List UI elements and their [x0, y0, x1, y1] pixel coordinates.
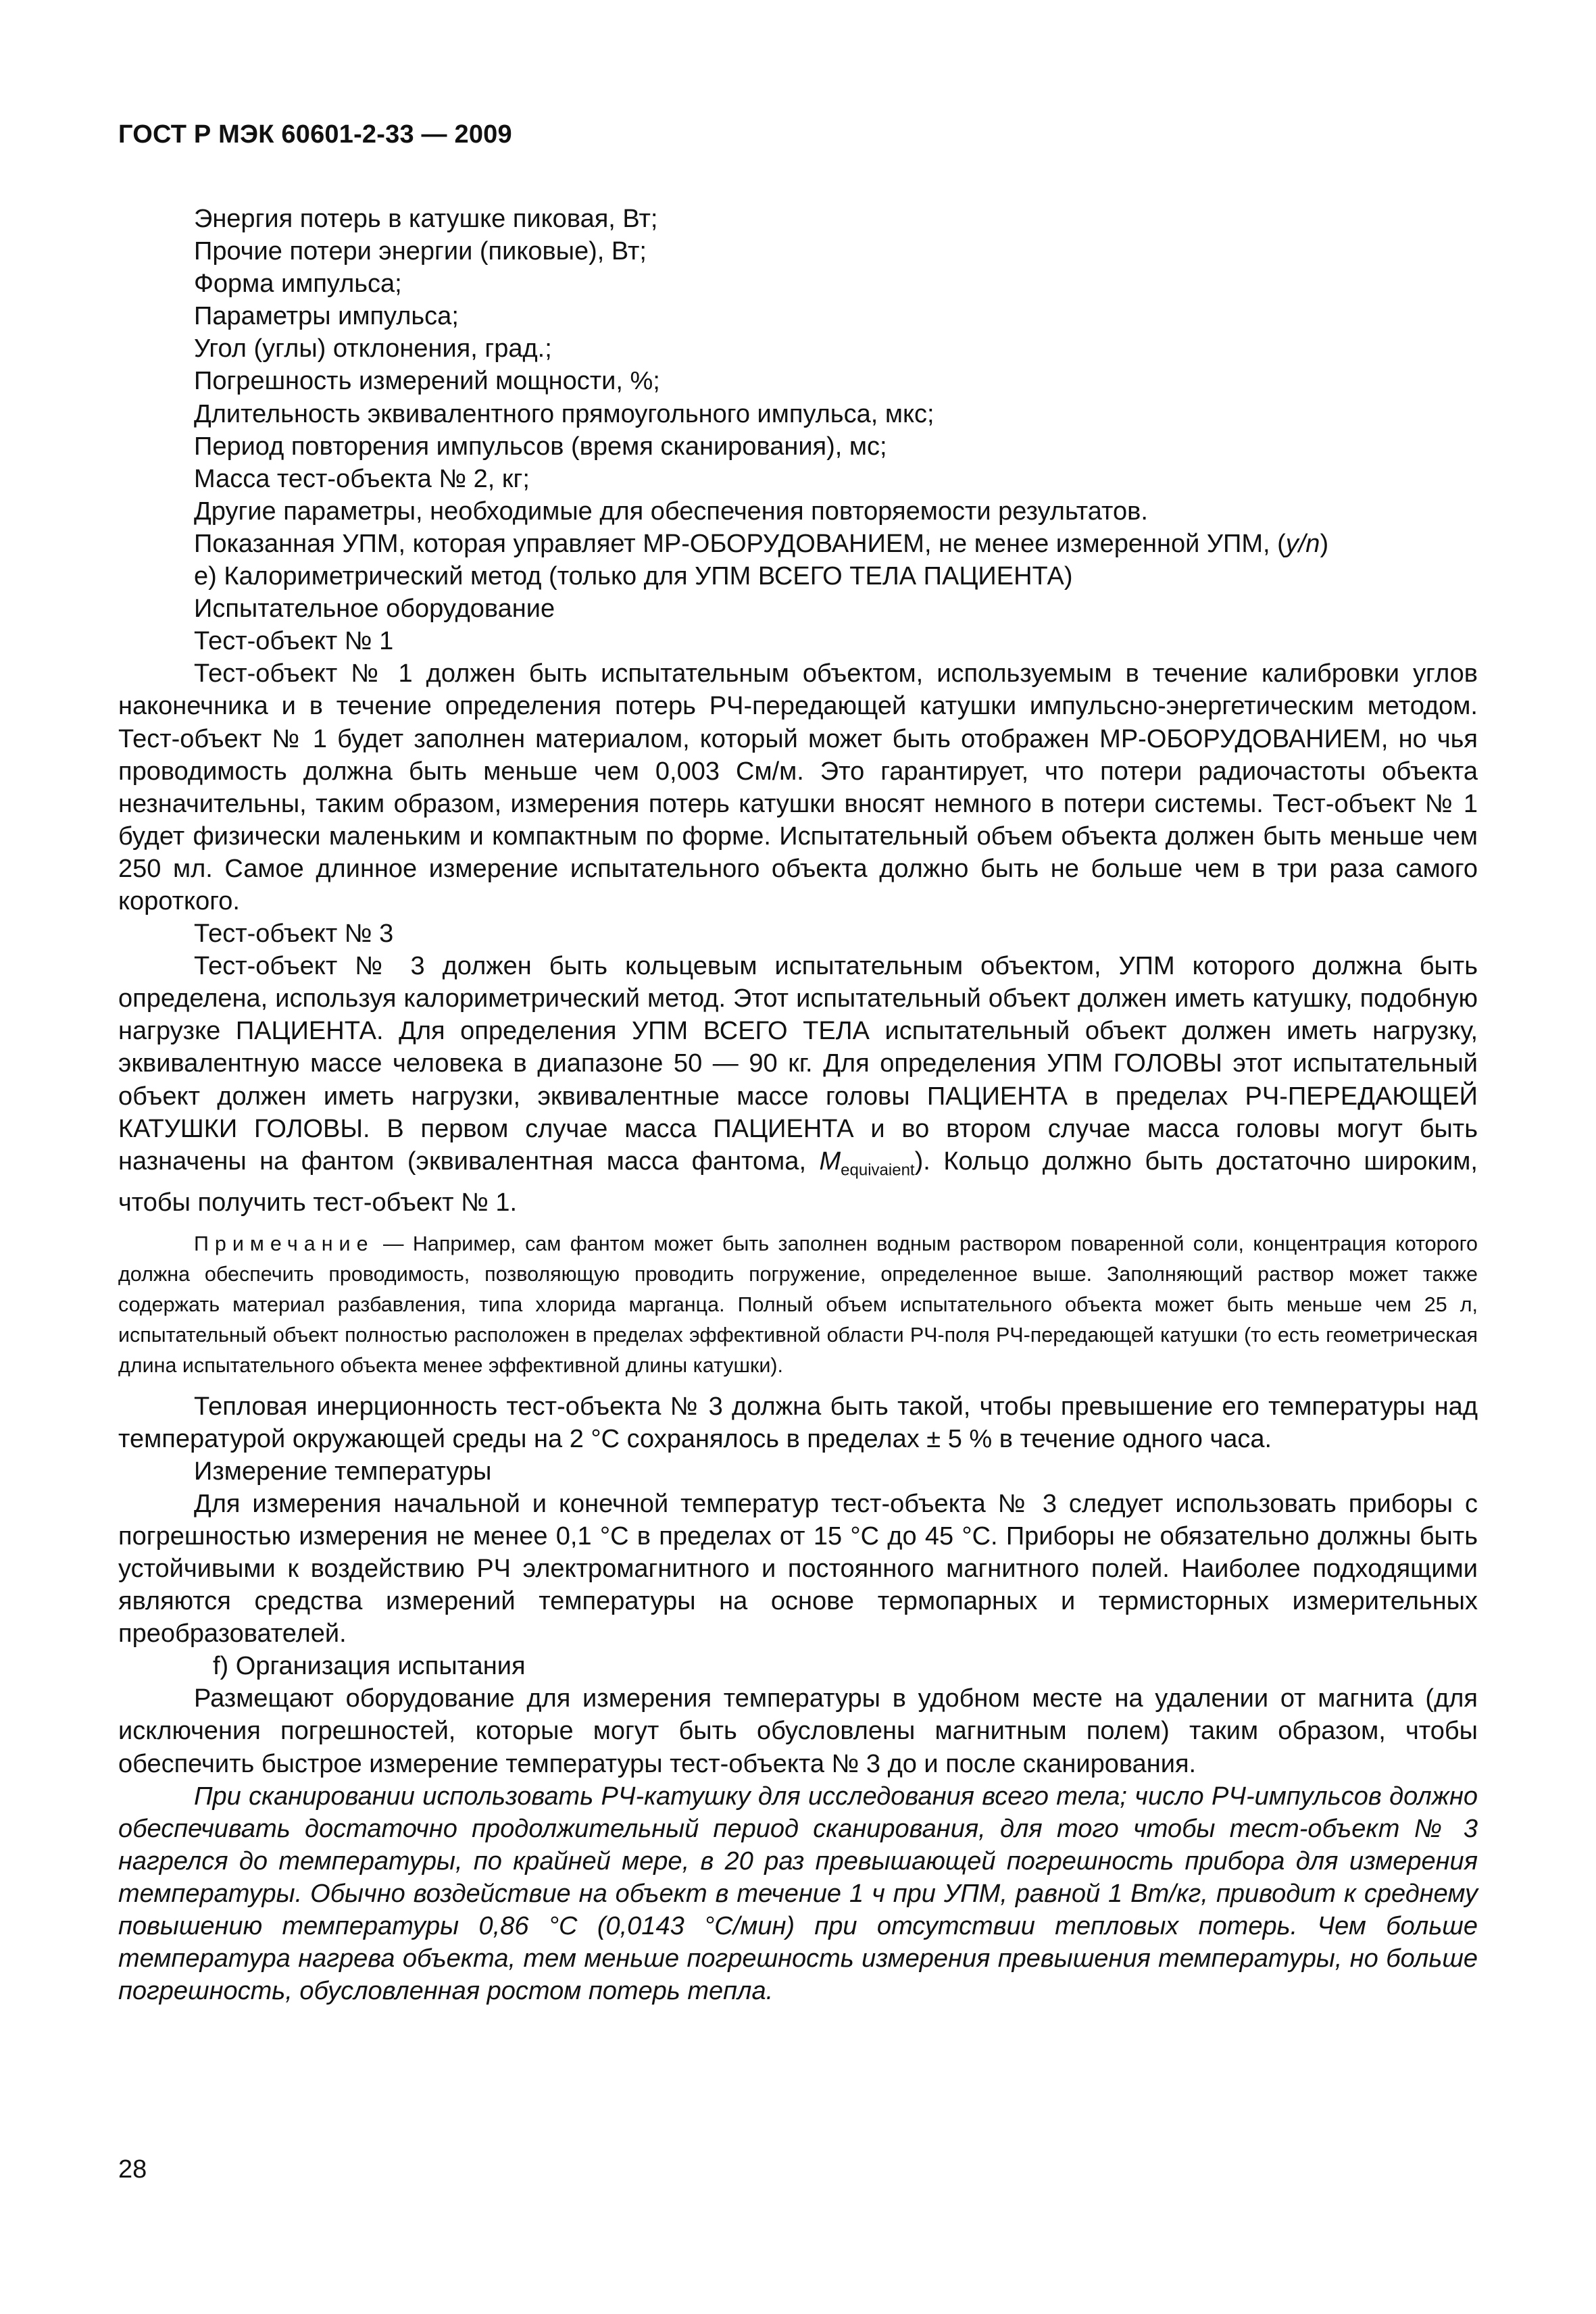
temperature-paragraph: Для измерения начальной и конечной температур тест-объекта № 3 следует использовать приборы с погрешностью измерения не менее 0,1 °С в пределах от 15 °С до 45 °С. Приборы не обязательно должны быть устойчивыми к воздействию РЧ электромагнитного и постоянного магнитного полей. Наиболее подходящими являются средства измерений температуры на основе термопарных и термисторных измерительных преобразователей.	[118, 1489, 1478, 1649]
list-item: Длительность эквивалентного прямоугольного импульса, мкс;	[194, 399, 934, 428]
section-e-heading: е) Калориметрический метод (только для УПМ ВСЕГО ТЕЛА ПАЦИЕНТА)	[194, 562, 1073, 591]
document-header: ГОСТ Р МЭК 60601-2-33 — 2009	[118, 120, 512, 149]
test-object-1-heading: Тест-объект № 1	[194, 627, 394, 656]
test-object-1-paragraph: Тест-объект № 1 должен быть испытательным объектом, используемым в течение калибровки углов наконечника и в течение определения потерь РЧ-передающей катушки импульсно-энергетическим методом. Тест-объект № 1 будет заполнен материалом, который может быть отображен МР-ОБОРУДОВАНИЕМ, но чья проводимость должна быть меньше чем 0,003 См/м. Это гарантирует, что потери радиочастоты объекта незначительны, таким образом, измерения потерь катушки вносят немного в потери системы. Тест-объект № 1 будет физически маленьким и компактным по форме. Испытательный объем объекта должен быть меньше чем 250 мл. Самое длинное измерение испытательного объекта должно быть не больше чем в три раза самого короткого.	[118, 659, 1478, 915]
test-object-3-text: Тест-объект № 3 должен быть кольцевым испытательным объектом, УПМ которого должна быть определена, используя калориметрический метод. Этот испытательный объект должен иметь катушку, подобную нагрузке ПАЦИЕНТА. Для определения УПМ ВСЕГО ТЕЛА испытательный объект должен иметь нагрузку, эквивалентную массе человека в диапазоне 50 — 90 кг. Для определения УПМ ГОЛОВЫ этот испытательный объект должен иметь нагрузки, эквивалентные массе головы ПАЦИЕНТА в пределах РЧ-ПЕРЕДАЮЩЕЙ КАТУШКИ ГОЛОВЫ. В первом случае масса ПАЦИЕНТА и во втором случае масса головы могут быть назначены на фантом (эквивалентная масса фантома,	[118, 952, 1478, 1176]
mass-subscript: equivaient	[841, 1161, 915, 1180]
shown-sar-close: )	[1320, 529, 1329, 558]
scanning-paragraph: При сканировании использовать РЧ-катушку для исследования всего тела; число РЧ-импульсов должно обеспечивать достаточно продолжительный период сканирования, для того чтобы тест-объект № 3 нагрелся до температуры, по крайней мере, в 20 раз превышающей погрешность прибора для измерения температуры. Обычно воздействие на объект в течение 1 ч при УПМ, равной 1 Вт/кг, приводит к среднему повышению температуры 0,86 °С (0,0143 °С/мин) при отсутствии тепловых потерь. Чем больше температура нагрева объекта, тем меньше погрешность измерения превышения температуры, но больше погрешность, обусловленная ростом потерь тепла.	[118, 1782, 1478, 2006]
section-f-heading: f) Организация испытания	[213, 1652, 526, 1681]
list-item: Угол (углы) отклонения, град.;	[194, 334, 552, 363]
test-object-3-paragraph	[118, 950, 1478, 1219]
note-paragraph	[118, 1229, 1478, 1381]
yes-no-marker: y/n	[1285, 529, 1320, 558]
list-item: Другие параметры, необходимые для обеспечения повторяемости результатов.	[194, 497, 1148, 526]
list-item: Период повторения импульсов (время сканирования), мс;	[194, 432, 887, 461]
list-item: Форма импульса;	[194, 270, 402, 299]
temperature-heading: Измерение температуры	[194, 1457, 492, 1486]
list-item: Погрешность измерений мощности, %;	[194, 367, 660, 396]
test-object-3-text-end: ). Кольцо должно быть достаточно широким, чтобы получить тест-объект № 1.	[118, 1147, 1478, 1217]
list-item: Энергия потерь в катушке пиковая, Вт;	[194, 205, 658, 233]
test-object-3-heading: Тест-объект № 3	[194, 920, 394, 949]
note-label: Примечание	[194, 1232, 374, 1255]
shown-sar-text: Показанная УПМ, которая управляет МР-ОБОРУДОВАНИЕМ, не менее измеренной УПМ, (	[194, 529, 1286, 558]
list-item-shown-sar	[118, 528, 1478, 560]
test-equipment-heading: Испытательное оборудование	[194, 595, 555, 624]
placement-paragraph: Размещают оборудование для измерения температуры в удобном месте на удалении от магнита (для исключения погрешностей, которые могут быть обусловлены магнитным полем) таким образом, чтобы обеспечить быстрое измерение температуры тест-объекта № 3 до и после сканирования.	[118, 1684, 1478, 1778]
list-item: Масса тест-объекта № 2, кг;	[194, 464, 530, 493]
document-body	[118, 203, 1478, 2007]
mass-symbol: M	[819, 1147, 841, 1176]
thermal-inertia-paragraph: Тепловая инерционность тест-объекта № 3 должна быть такой, чтобы превышение его температуры над температурой окружающей среды на 2 °С сохранялось в пределах ± 5 % в течение одного часа.	[118, 1392, 1478, 1453]
note-text: — Например, сам фантом может быть заполнен водным раствором поваренной соли, концентрация которого должна обеспечить проводимость, позволяющую проводить погружение, определенное выше. Заполняющий раствор может также содержать материал разбавления, типа хлорида марганца. Полный объем испытательного объекта может быть меньше чем 25 л, испытательный объект полностью расположен в пределах эффективной области РЧ-поля РЧ-передающей катушки (то есть геометрическая длина испытательного объекта менее эффективной длины катушки).	[118, 1232, 1478, 1377]
page-number: 28	[118, 2155, 147, 2184]
list-item: Прочие потери энергии (пиковые), Вт;	[194, 237, 647, 266]
list-item: Параметры импульса;	[194, 302, 459, 331]
